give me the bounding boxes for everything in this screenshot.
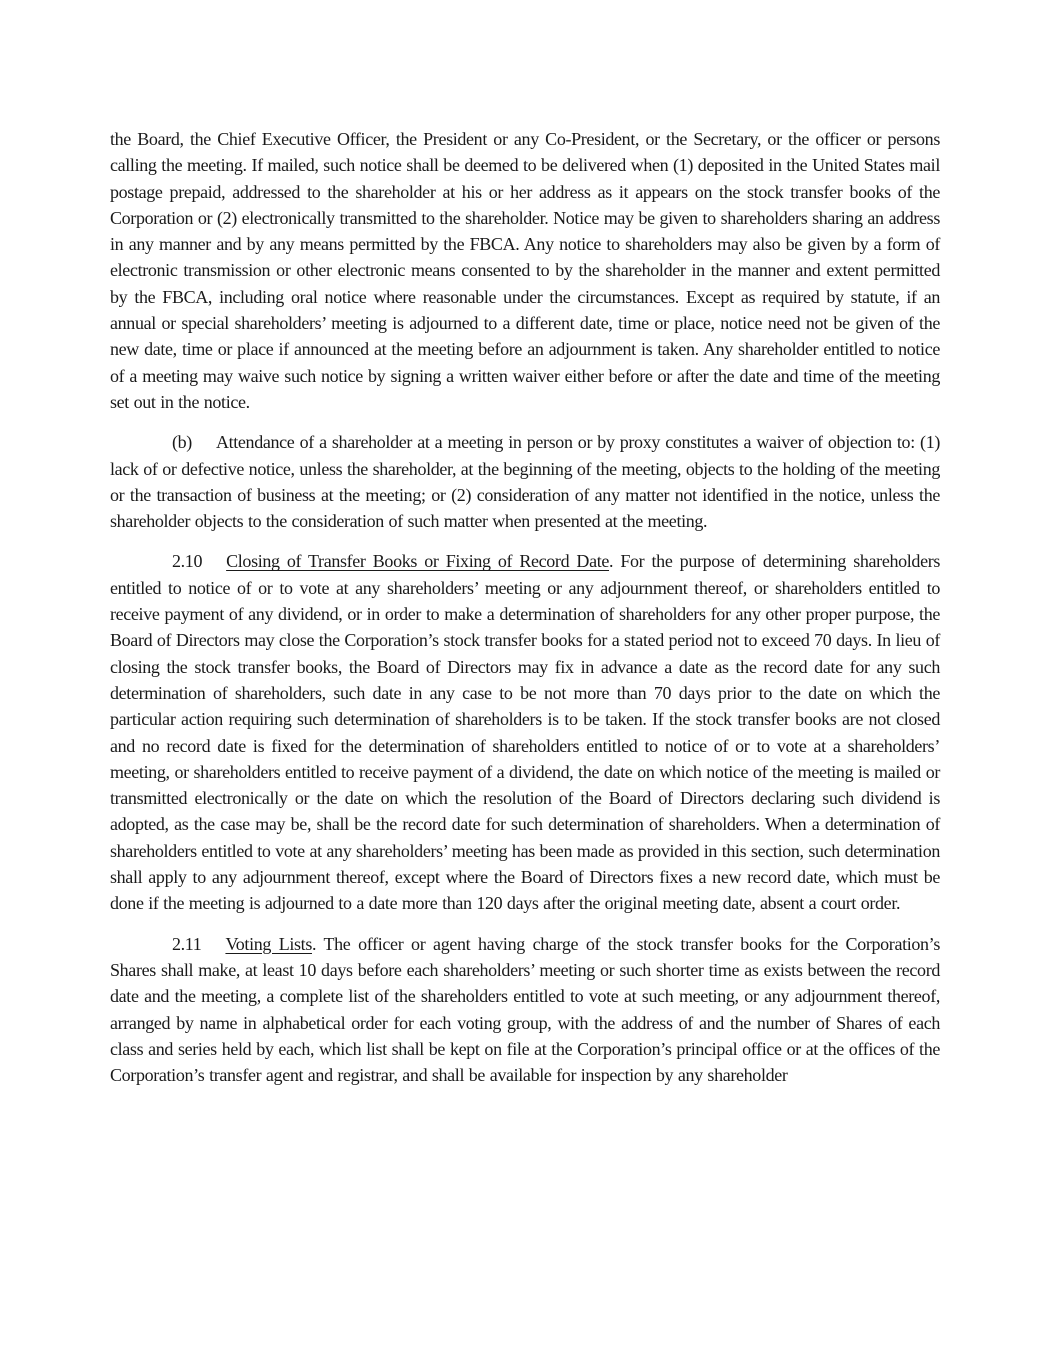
paragraph-text: . The officer or agent having charge of the stock transfer books for the Corporation’s Shares shall make, at least 10 days before each shareholders’ meeting or such shorter time as exists between the record date and the meeting, a complete list of the shareholders entitled to vote at such meeting, or any adjournment thereof, arranged by name in alphabetical order for each voting group, with the address of and the number of Shares of each class and series held by each, which list shall be kept on file at the Corporation’s principal office or at the offices of the Corporation’s transfer agent and registrar, and shall be available for inspection by any shareholder [110,933,940,1086]
paragraph-notice-continuation [110,126,940,415]
subsection-label: (b) [172,432,192,453]
paragraph-section-2-10 [110,548,940,916]
section-heading: Closing of Transfer Books or Fixing of Record Date [226,551,610,572]
tab-space [201,949,225,950]
document-content [110,126,940,1102]
paragraph-text: Attendance of a shareholder at a meeting in person or by proxy constitutes a waiver of objection to: (1) lack of or defective notice, unless the shareholder, at the beginning of the meeting, objects to the holding of the meeting or the transaction of business at the meeting; or (2) consideration of any matter not identified in the notice, unless the shareholder objects to the consideration of such matter when presented at the meeting. [110,432,940,532]
tab-space [202,566,226,567]
section-heading: Voting Lists [225,933,312,954]
section-number: 2.11 [172,933,202,954]
paragraph-subsection-b [110,429,940,534]
paragraph-text: . For the purpose of determining shareholders entitled to notice of or to vote at any shareholders’ meeting or any adjournment thereof, or shareholders entitled to receive payment of any dividend, or in order to make a determination of shareholders for any other proper purpose, the Board of Directors may close the Corporation’s stock transfer books for a stated period not to exceed 70 days. In lieu of closing the stock transfer books, the Board of Directors may fix in advance a date as the record date for any such determination of shareholders, such date in any case to be not more than 70 days prior to the date on which the particular action requiring such determination of shareholders is to be taken. If the stock transfer books are not closed and no record date is fixed for the determination of shareholders entitled to notice of or to vote at a shareholders’ meeting, or shareholders entitled to receive payment of a dividend, the date on which notice of the meeting is mailed or transmitted electronically or the date on which the resolution of the Board of Directors declaring such dividend is adopted, as the case may be, shall be the record date for such determination of shareholders. When a determination of shareholders entitled to vote at any shareholders’ meeting has been made as provided in this section, such determination shall apply to any adjournment thereof, except where the Board of Directors fixes a new record date, which must be done if the meeting is adjourned to a date more than 120 days after the original meeting date, absent a court order. [110,551,941,914]
paragraph-text: the Board, the Chief Executive Officer, the President or any Co-President, or the Secretary, or the officer or persons calling the meeting. If mailed, such notice shall be deemed to be delivered when (1) deposited in the United States mail postage prepaid, addressed to the shareholder at his or her address as it appears on the stock transfer books of the Corporation or (2) electronically transmitted to the shareholder. Notice may be given to shareholders sharing an address in any manner and by any means permitted by the FBCA. Any notice to shareholders may also be given by a form of electronic transmission or other electronic means consented to by the shareholder in the manner and extent permitted by the FBCA, including oral notice where reasonable under the circumstances. Except as required by statute, if an annual or special shareholders’ meeting is adjourned to a different date, time or place, notice need not be given of the new date, time or place if announced at the meeting before an adjournment is taken. Any shareholder entitled to notice of a meeting may waive such notice by signing a written waiver either before or after the date and time of the meeting set out in the notice. [110,129,940,412]
section-number: 2.10 [172,551,203,572]
tab-space [192,447,216,448]
paragraph-section-2-11 [110,931,940,1089]
